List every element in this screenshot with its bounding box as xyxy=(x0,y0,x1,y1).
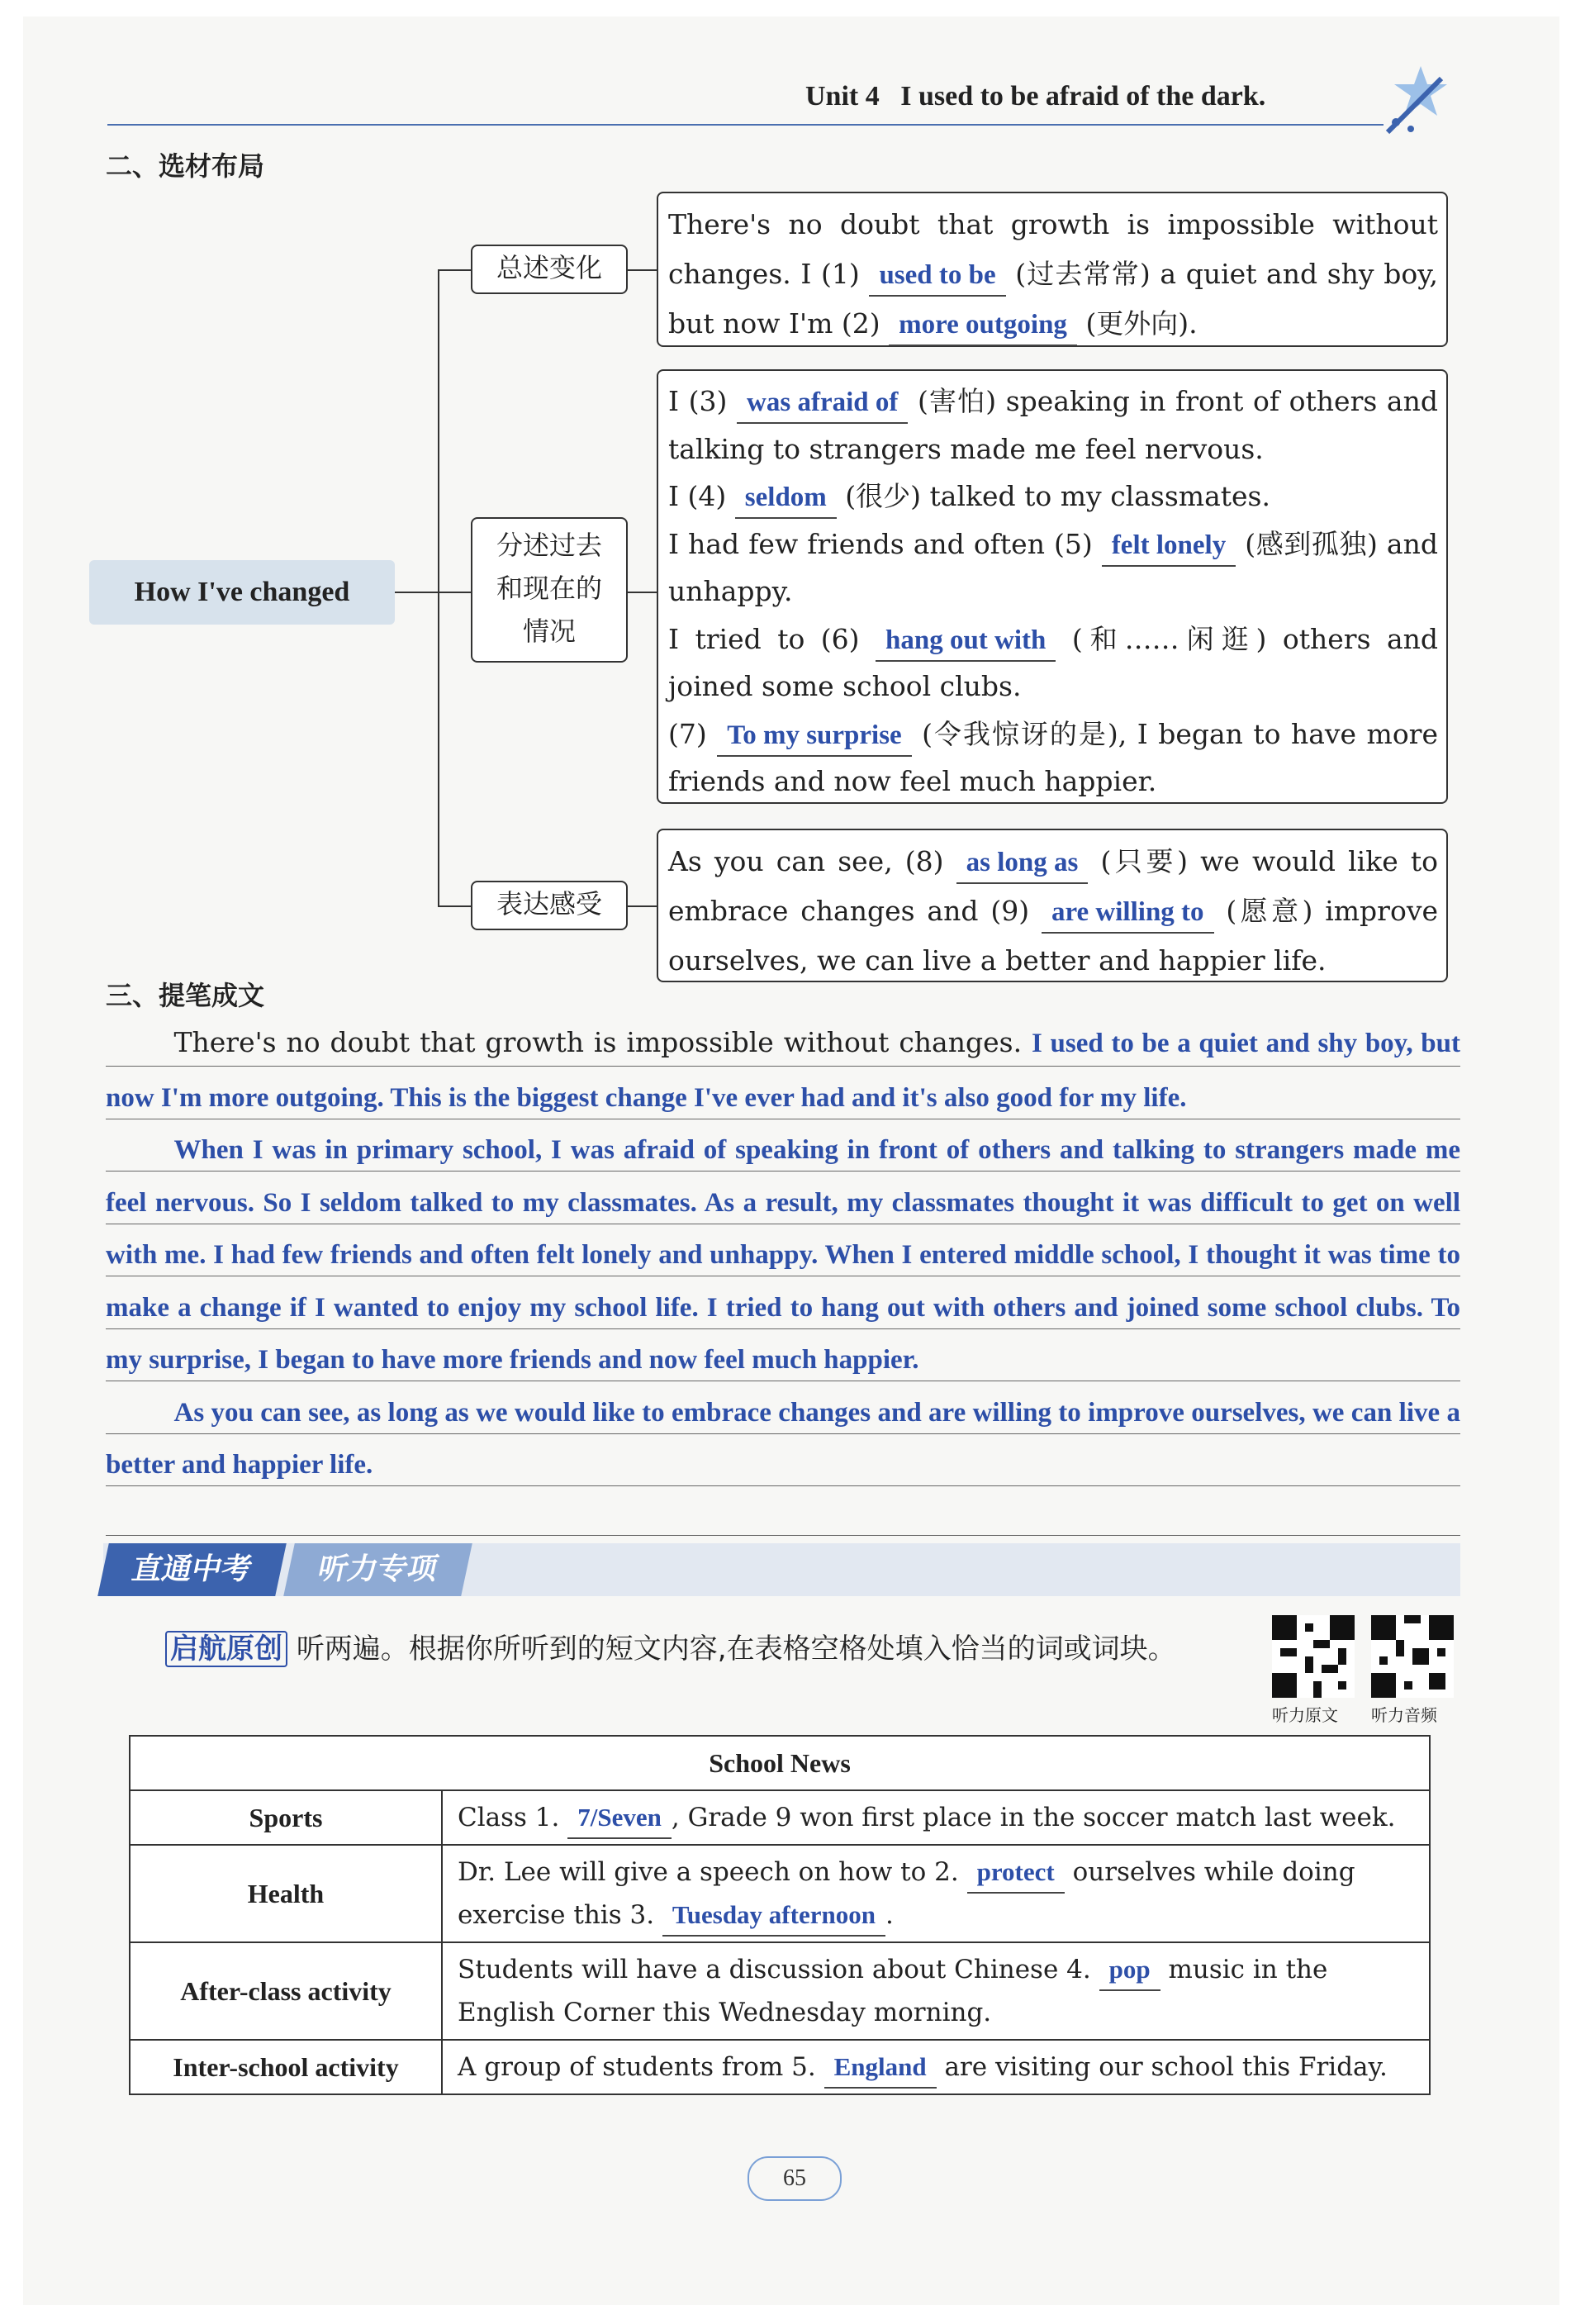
banner-left: 直通中考 xyxy=(97,1543,287,1596)
table-answer-2: protect xyxy=(967,1852,1065,1894)
cell-text: A group of students from 5. xyxy=(458,2052,816,2082)
row-head: After-class activity xyxy=(130,1942,442,2040)
box-text: As you can see, (8) xyxy=(668,845,944,877)
essay xyxy=(106,1016,1460,1492)
cell-text: . xyxy=(885,1900,894,1930)
box-line xyxy=(668,473,1438,520)
branch-label-line: 和现在的 xyxy=(496,573,602,604)
box-text: There's no doubt that growth is impossible without changes. I (1) xyxy=(668,208,1438,290)
row-content xyxy=(442,2040,1430,2094)
essay-printed-text: There's no doubt that growth is impossible without changes. xyxy=(173,1026,1023,1058)
row-head: Sports xyxy=(130,1790,442,1845)
box-text: (只要) we would like to embrace changes and (9) xyxy=(668,845,1438,927)
unit-title: I used to be afraid of the dark. xyxy=(900,81,1266,112)
table-row xyxy=(130,1845,1430,1942)
writing-rule xyxy=(106,1535,1460,1536)
answer-8: as long as xyxy=(956,843,1089,884)
table-answer-4: pop xyxy=(1099,1950,1160,1991)
connector xyxy=(438,592,471,593)
header-rule xyxy=(107,124,1384,126)
listening-instruction xyxy=(165,1623,1247,1675)
answer-1: used to be xyxy=(869,255,1005,297)
row-head: Health xyxy=(130,1845,442,1942)
row-content xyxy=(442,1845,1430,1942)
page-number: 65 xyxy=(748,2156,842,2201)
branch-label-feelings: 表达感受 xyxy=(471,881,628,930)
box-text: (感到孤独) and unhappy. xyxy=(668,527,1438,607)
cell-text: , Grade 9 won first place in the soccer match last week. xyxy=(671,1803,1396,1832)
box-line xyxy=(668,520,1438,615)
qr-code-icon[interactable] xyxy=(1371,1615,1454,1698)
box-text: (和……闲逛) others and joined some school clubs. xyxy=(668,622,1439,702)
school-news-table xyxy=(129,1735,1431,2095)
qr-caption: 听力音频 xyxy=(1371,1705,1437,1725)
box-text: I tried to (6) xyxy=(668,622,860,655)
table-title: School News xyxy=(130,1736,1430,1790)
table-row xyxy=(130,1736,1430,1790)
essay-paragraph: When I was in primary school, I was afraid of speaking in front of others and talking to strangers made me feel nervous. So I seldom talked to my classmates. As a result, my classmates thought it was difficult to get on well with me. I had few friends and often felt lonely and unhappy. When I entered middle school, I thought it was time to make a change if I wanted to enjoy my school life. I tried to hang out with others and joined some school clubs. To my surprise, I began to have more friends and now feel much happier. xyxy=(106,1135,1460,1375)
connector xyxy=(438,269,471,271)
banner-right: 听力专项 xyxy=(283,1543,472,1596)
box-line xyxy=(668,615,1438,711)
connector xyxy=(438,905,471,907)
connector xyxy=(628,592,657,593)
box-text: (害怕) speaking in front of others and talking to strangers made me feel nervous. xyxy=(668,385,1438,465)
unit-label: Unit 4 xyxy=(805,81,880,112)
writing-rule xyxy=(106,1066,1460,1067)
cell-text: Class 1. xyxy=(458,1803,560,1832)
pencil-star-icon xyxy=(1371,58,1470,140)
writing-rule xyxy=(106,1328,1460,1329)
connector xyxy=(395,592,438,593)
writing-rule xyxy=(106,1171,1460,1172)
answer-6: hang out with xyxy=(876,620,1056,662)
box-text: (令我惊讶的是), I began to have more friends and now feel much happier. xyxy=(668,717,1438,797)
cell-text: ourselves while doing exercise this 3. xyxy=(458,1857,1355,1930)
branch-label-line: 分述过去 xyxy=(496,530,602,561)
box-text: (过去常常) a quiet and shy boy, but now I'm (2) xyxy=(668,258,1438,340)
essay-paragraph xyxy=(106,1016,1460,1124)
cell-text: Dr. Lee will give a speech on how to 2. xyxy=(458,1857,959,1887)
box-text: (愿意) improve ourselves, we can live a better and happier life. xyxy=(668,895,1438,977)
row-head: Inter-school activity xyxy=(130,2040,442,2094)
writing-rule xyxy=(106,1485,1460,1486)
section-title-writing: 三、提笔成文 xyxy=(106,980,265,1011)
table-answer-1: 7/Seven xyxy=(567,1798,672,1839)
branch-label-past-present xyxy=(471,517,628,663)
branch-label-line: 情况 xyxy=(522,615,576,647)
box-text: (7) xyxy=(668,717,707,750)
section-title-layout: 二、选材布局 xyxy=(106,150,265,182)
connector xyxy=(438,269,439,905)
overview-box xyxy=(657,192,1448,347)
answer-7: To my surprise xyxy=(717,715,911,757)
table-row xyxy=(130,1790,1430,1845)
running-header xyxy=(805,81,1265,112)
cell-text: Students will have a discussion about Chinese 4. xyxy=(458,1955,1091,1984)
instruction-text: 听两遍。根据你所听到的短文内容,在表格空格处填入恰当的词或词块。 xyxy=(296,1633,1176,1666)
essay-paragraph: As you can see, as long as we would like to embrace changes and are willing to improve ourselves, we can live a better and happier life. xyxy=(106,1397,1460,1480)
connector xyxy=(628,269,657,271)
essay-handwriting: I used to be a quiet and shy boy, but now I'm more outgoing. This is the biggest change I've ever had and it's also good for my life. xyxy=(106,1029,1460,1113)
past-present-box xyxy=(657,369,1448,804)
table-row xyxy=(130,2040,1430,2094)
cell-text: music in the English Corner this Wednesday morning. xyxy=(458,1955,1328,2027)
branch-label-overview: 总述变化 xyxy=(471,245,628,294)
answer-2: more outgoing xyxy=(889,305,1077,346)
answer-5: felt lonely xyxy=(1102,525,1236,567)
qr-code-icon[interactable] xyxy=(1272,1615,1355,1698)
cell-text: are visiting our school this Friday. xyxy=(944,2052,1388,2082)
feelings-box xyxy=(657,829,1448,982)
table-answer-5: England xyxy=(824,2047,937,2089)
box-text: I (4) xyxy=(668,480,727,512)
qr-caption: 听力原文 xyxy=(1272,1705,1338,1725)
table-row xyxy=(130,1942,1430,2040)
writing-rule xyxy=(106,1433,1460,1434)
box-text: I (3) xyxy=(668,385,728,417)
row-content xyxy=(442,1942,1430,2040)
box-text: (更外向). xyxy=(1085,307,1198,340)
box-line xyxy=(668,378,1438,473)
answer-3: was afraid of xyxy=(737,383,908,424)
answer-9: are willing to xyxy=(1042,892,1214,934)
original-tag: 启航原创 xyxy=(165,1631,287,1667)
row-content xyxy=(442,1790,1430,1845)
table-answer-3: Tuesday afternoon xyxy=(662,1895,885,1937)
box-text: (很少) talked to my classmates. xyxy=(845,480,1270,512)
mindmap-root: How I've changed xyxy=(89,560,395,625)
answer-4: seldom xyxy=(735,478,837,519)
box-text: I had few friends and often (5) xyxy=(668,527,1093,560)
box-line xyxy=(668,711,1438,806)
connector xyxy=(628,905,657,907)
